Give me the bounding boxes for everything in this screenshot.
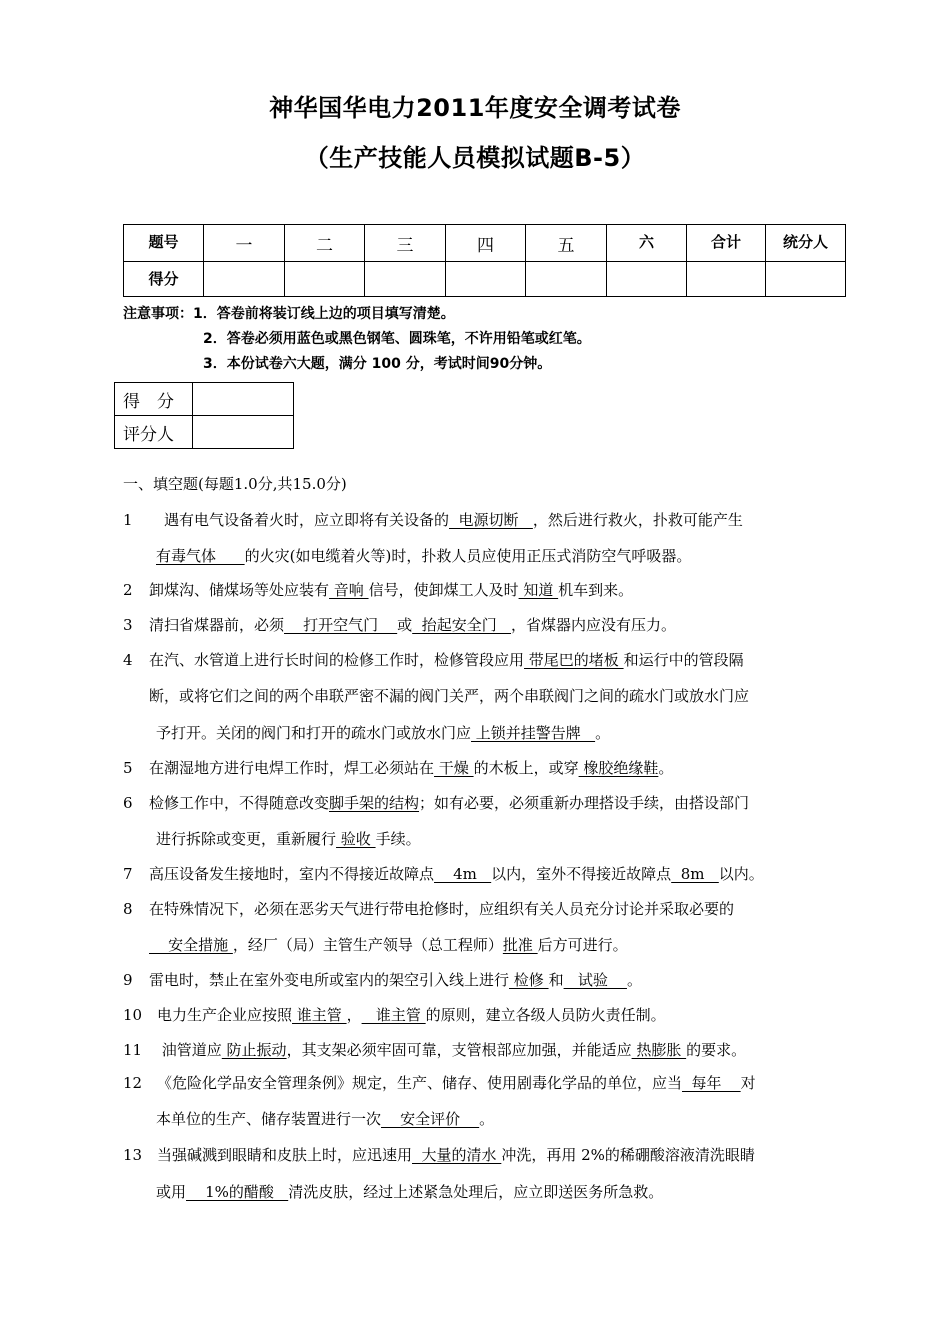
exam-title: 神华国华电力2011年度安全调考试卷 [269,94,681,122]
answer-blank: 音响 [329,581,369,599]
question-text: 对 [740,1074,756,1092]
question-3 [123,615,676,635]
question-number: 2 [123,581,133,599]
answer-blank: 验收 [336,830,376,848]
score-cell [365,262,446,297]
question-text: 清扫省煤器前，必须 [149,616,285,634]
score-header-cell: 统分人 [766,225,846,262]
answer-blank: 知道 [518,581,559,599]
question-text: 冲洗，再用 2%的稀硼酸溶液清洗眼睛 [501,1146,755,1164]
score-header-cell: 合计 [687,225,766,262]
score-header-cell: 二 [285,225,365,262]
question-number: 3 [123,616,133,634]
answer-blank: 电源切断 [449,511,533,529]
question-text: 信号，使卸煤工人及时 [368,581,519,599]
note-item: 2．答卷必须用蓝色或黑色钢笔、圆珠笔，不许用铅笔或红笔。 [203,331,591,347]
question-text: 在特殊情况下，必须在恶劣天气进行带电抢修时，应组织有关人员充分讨论并采取必要的 [149,900,735,918]
question-1 [123,510,743,530]
answer-blank: 检修 [509,971,549,989]
question-9 [123,970,642,990]
answer-blank: 干燥 [434,759,474,777]
answer-blank: 每年 [682,1074,741,1092]
score-header-cell: 三 [365,225,446,262]
question-text: 的木板上，或穿 [473,759,579,777]
question-12-cont [156,1109,494,1129]
score-cell [526,262,607,297]
score-table [123,224,846,297]
question-5 [123,758,673,778]
answer-blank: 带尾巴的堵板 [524,651,624,669]
question-number: 5 [123,759,133,777]
question-text: 予打开。关闭的阀门和打开的疏水门或放水门应 [156,724,472,742]
score-cell [285,262,365,297]
question-4 [123,650,744,670]
question-text: 或 [397,616,413,634]
score-cell [607,262,687,297]
section-title: 一、填空题(每题1.0分,共15.0分) [123,475,347,493]
question-text: ；如有必要，必须重新办理搭设手续，由搭设部门 [419,794,750,812]
question-8-cont [149,935,628,955]
question-8 [123,899,734,919]
grader-table [114,382,294,449]
question-4-cont: 断，或将它们之间的两个串联严密不漏的阀门关严，两个串联阀门之间的疏水门或放水门应 [149,687,750,705]
exam-subtitle: （生产技能人员模拟试题B-5） [304,144,646,172]
score-field [193,383,294,416]
question-text: 卸煤沟、储煤场等处应装有 [149,581,330,599]
question-number: 11 [123,1041,143,1059]
question-text: 。 [479,1110,495,1128]
score-header-cell: 五 [526,225,607,262]
score-cell [687,262,766,297]
score-header-row [124,225,846,262]
question-13-cont [156,1182,663,1202]
score-header-cell: 题号 [124,225,204,262]
answer-blank: 4m [434,865,492,883]
note-line [123,302,591,327]
question-text: ，其支架必须牢固可靠，支管根部应加强，并能适应 [286,1041,632,1059]
score-cell [446,262,526,297]
question-text: 的要求。 [686,1041,747,1059]
question-4-cont [156,723,610,743]
question-1-cont [156,546,691,566]
answer-blank: 安全措施 [149,936,233,954]
score-header-cell: 一 [204,225,285,262]
answer-blank: 试验 [563,971,627,989]
score-cell [766,262,846,297]
question-6-cont [156,829,421,849]
question-text: 电力生产企业应按照 [157,1006,293,1024]
question-text: 手续。 [375,830,421,848]
answer-blank: 脚手架的结构 [329,794,420,812]
answer-blank: 抬起安全门 [412,616,512,634]
answer-blank: 谁主管 [292,1006,347,1024]
question-text: 清洗皮肤，经过上述紧急处理后，应立即送医务所急救。 [288,1183,664,1201]
question-text: 和运行中的管段隔 [623,651,744,669]
score-header-cell: 六 [607,225,687,262]
question-text: 在潮湿地方进行电焊工作时，焊工必须站在 [149,759,435,777]
notes-prefix: 注意事项： [123,306,193,322]
question-text: 高压设备发生接地时，室内不得接近故障点 [149,865,435,883]
score-header-cell: 四 [446,225,526,262]
answer-blank: 防止振动 [221,1041,287,1059]
answer-blank: 安全评价 [381,1110,480,1128]
question-text: 的火灾(如电缆着火等)时，扑救人员应使用正压式消防空气呼吸器。 [244,547,692,565]
question-number: 13 [123,1146,143,1164]
score-cell [204,262,285,297]
question-11 [123,1040,746,1060]
question-text: 的原则，建立各级人员防火责任制。 [425,1006,666,1024]
question-text: 进行拆除或变更，重新履行 [156,830,337,848]
question-text: 当强碱溅到眼睛和皮肤上时，应迅速用 [157,1146,413,1164]
question-2 [123,580,633,600]
grader-label: 评分人 [115,416,193,449]
question-text: 检修工作中，不得随意改变 [149,794,330,812]
question-text: 以内。 [718,865,764,883]
question-text: 遇有电气设备着火时，应立即将有关设备的 [149,511,450,529]
question-text: ，经厂（局）主管生产领导（总工程师） [232,936,503,954]
answer-blank: 8m [671,865,719,883]
question-text: 或用 [156,1183,187,1201]
exam-notes [123,302,591,377]
answer-blank: 批准 [502,936,538,954]
question-13 [123,1145,755,1165]
question-number: 1 [123,511,133,529]
question-text: 。 [595,724,611,742]
question-text: 。 [658,759,674,777]
question-text: 《危险化学品安全管理条例》规定，生产、储存、使用剧毒化学品的单位，应当 [157,1074,683,1092]
answer-blank: 1%的醋酸 [186,1183,289,1201]
question-text: 雷电时，禁止在室外变电所或室内的架空引入线上进行 [149,971,510,989]
question-text: ，省煤器内应没有压力。 [511,616,677,634]
question-number: 10 [123,1006,143,1024]
question-number: 12 [123,1074,143,1092]
answer-blank: 上锁并挂警告牌 [471,724,596,742]
question-6 [123,793,749,813]
question-text: 在汽、水管道上进行长时间的检修工作时，检修管段应用 [149,651,525,669]
answer-blank: 谁主管 [361,1006,426,1024]
question-text: 后方可进行。 [537,936,628,954]
question-text: 机车到来。 [558,581,634,599]
question-text: 以内，室外不得接近故障点 [491,865,672,883]
answer-blank: 有毒气体 [156,547,245,565]
question-number: 6 [123,794,133,812]
score-value-row [124,262,846,297]
question-number: 4 [123,651,133,669]
question-text: 。 [626,971,642,989]
answer-blank: 热膨胀 [631,1041,687,1059]
grader-field [193,416,294,449]
question-7 [123,864,764,884]
question-12 [123,1073,756,1093]
question-text: ，然后进行救火，扑救可能产生 [532,511,743,529]
question-number: 8 [123,900,133,918]
question-text: ， [346,1006,362,1024]
question-number: 7 [123,865,133,883]
note-item: 3．本份试卷六大题，满分 100 分，考试时间90分钟。 [203,356,552,372]
note-item: 1．答卷前将装订线上边的项目填写清楚。 [193,306,455,322]
score-row-label: 得分 [124,262,204,297]
question-text: 油管道应 [157,1041,222,1059]
question-10 [123,1005,666,1025]
question-text: 本单位的生产、储存装置进行一次 [156,1110,382,1128]
question-number: 9 [123,971,133,989]
answer-blank: 打开空气门 [284,616,398,634]
answer-blank: 大量的清水 [412,1146,502,1164]
answer-blank: 橡胶绝缘鞋 [578,759,659,777]
score-label: 得 分 [115,383,193,416]
question-text: 和 [548,971,564,989]
